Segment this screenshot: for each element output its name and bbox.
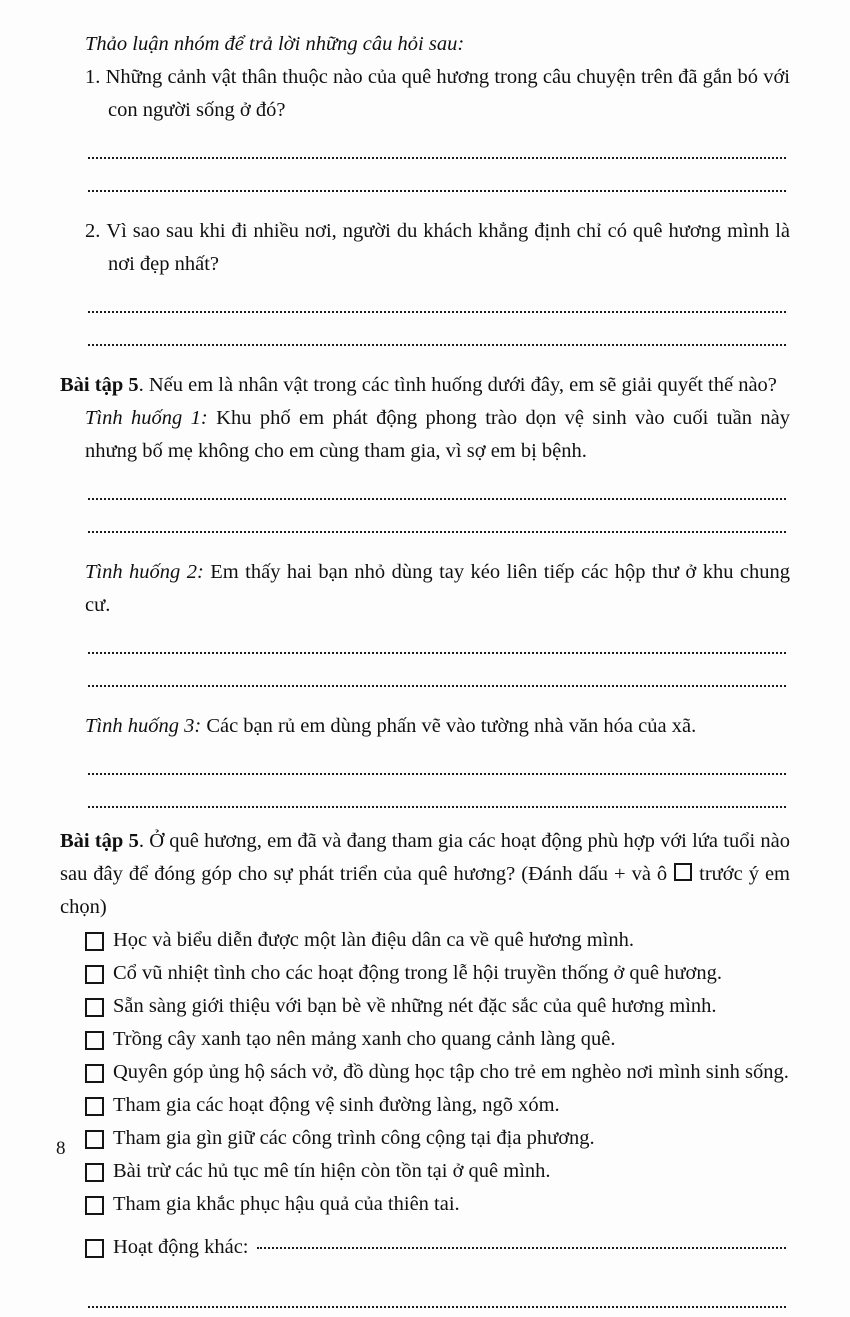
checkbox-icon[interactable] xyxy=(85,932,104,951)
answer-line[interactable] xyxy=(60,322,790,355)
activity-checklist xyxy=(85,924,790,1264)
answer-line[interactable] xyxy=(60,784,790,817)
spacer xyxy=(60,201,790,215)
list-item-label: Sẵn sàng giới thiệu với bạn bè về những nét đặc sắc của quê hương mình. xyxy=(113,995,717,1017)
checkbox-icon[interactable] xyxy=(85,1097,104,1116)
exercise-checklist-heading xyxy=(60,825,790,924)
list-item[interactable] xyxy=(85,990,790,1023)
answer-line[interactable] xyxy=(60,663,790,696)
situation-3-text: Các bạn rủ em dùng phấn vẽ vào tường nhà văn hóa của xã. xyxy=(201,715,697,737)
discussion-lead-in: Thảo luận nhóm để trả lời những câu hỏi sau: xyxy=(85,33,465,55)
answer-lines-trailing xyxy=(60,1284,790,1317)
list-item-label: Tham gia khắc phục hậu quả của thiên tai. xyxy=(113,1193,460,1215)
spacer xyxy=(60,622,790,630)
checkbox-icon[interactable] xyxy=(85,1239,104,1258)
exercise-situations-heading xyxy=(60,369,790,402)
answer-line[interactable] xyxy=(60,289,790,322)
checkbox-icon[interactable] xyxy=(85,1031,104,1050)
list-item-label: Trồng cây xanh tạo nên mảng xanh cho quang cảnh làng quê. xyxy=(113,1028,616,1050)
situation-2 xyxy=(85,556,790,622)
answer-lines-question-1 xyxy=(60,135,790,201)
exercise-checklist-prompt-part1: . Ở quê hương, em đã và đang tham gia các hoạt động phù hợp với lứa tuổi nào sau đây để đóng góp cho sự phát triển của quê hương? (Đánh dấu + và ô xyxy=(60,830,790,885)
other-activity-answer-line[interactable] xyxy=(257,1247,791,1248)
answer-line[interactable] xyxy=(60,1284,790,1317)
list-item[interactable] xyxy=(85,1023,790,1056)
situation-3 xyxy=(85,710,790,743)
situation-2-label: Tình huống 2: xyxy=(85,561,204,583)
spacer xyxy=(60,817,790,825)
answer-lines-situation-3 xyxy=(60,751,790,817)
spacer xyxy=(60,743,790,751)
checkbox-icon[interactable] xyxy=(85,965,104,984)
answer-line[interactable] xyxy=(60,476,790,509)
list-item[interactable] xyxy=(85,1056,790,1089)
page-number: 8 xyxy=(56,1138,66,1159)
exercise-checklist-label: Bài tập 5 xyxy=(60,830,139,852)
question-1-text: Những cảnh vật thân thuộc nào của quê hương trong câu chuyện trên đã gắn bó với con người sống ở đó? xyxy=(105,66,791,121)
situation-3-label: Tình huống 3: xyxy=(85,715,202,737)
question-1 xyxy=(85,61,790,127)
exercise-situations-label: Bài tập 5 xyxy=(60,374,139,396)
situation-2-text: Em thấy hai bạn nhỏ dùng tay kéo liên tiếp các hộp thư ở khu chung cư. xyxy=(85,561,790,616)
answer-line[interactable] xyxy=(60,751,790,784)
situation-1-label: Tình huống 1: xyxy=(85,407,208,429)
list-item[interactable] xyxy=(85,924,790,957)
list-item[interactable] xyxy=(85,957,790,990)
question-1-marker: 1. xyxy=(85,66,101,88)
list-item[interactable] xyxy=(85,1122,790,1155)
list-item-label: Tham gia gìn giữ các công trình công cộng tại địa phương. xyxy=(113,1127,595,1149)
answer-line[interactable] xyxy=(60,630,790,663)
spacer xyxy=(60,281,790,289)
list-item-other[interactable] xyxy=(85,1231,790,1264)
exercise-situations-prompt: . Nếu em là nhân vật trong các tình huống dưới đây, em sẽ giải quyết thế nào? xyxy=(138,374,777,396)
checkbox-icon[interactable] xyxy=(85,1196,104,1215)
answer-lines-question-2 xyxy=(60,289,790,355)
spacer xyxy=(60,127,790,135)
answer-lines-situation-2 xyxy=(60,630,790,696)
answer-lines-situation-1 xyxy=(60,476,790,542)
list-item[interactable] xyxy=(85,1155,790,1188)
checkbox-icon[interactable] xyxy=(85,1064,104,1083)
answer-line[interactable] xyxy=(60,135,790,168)
answer-line[interactable] xyxy=(60,509,790,542)
spacer xyxy=(60,468,790,476)
list-item-label: Quyên góp ủng hộ sách vở, đồ dùng học tập cho trẻ em nghèo nơi mình sinh sống. xyxy=(113,1061,789,1083)
checkbox-icon[interactable] xyxy=(85,1130,104,1149)
list-item[interactable] xyxy=(85,1188,790,1221)
question-2-text: Vì sao sau khi đi nhiều nơi, người du khách khẳng định chỉ có quê hương mình là nơi đẹp nhất? xyxy=(106,220,790,275)
list-item-label: Cổ vũ nhiệt tình cho các hoạt động trong lễ hội truyền thống ở quê hương. xyxy=(113,962,722,984)
list-item-label: Bài trừ các hủ tục mê tín hiện còn tồn tại ở quê mình. xyxy=(113,1160,551,1182)
other-activity-row xyxy=(113,1231,790,1264)
answer-line[interactable] xyxy=(60,168,790,201)
checkbox-icon[interactable] xyxy=(85,1163,104,1182)
empty-checkbox-icon xyxy=(674,863,692,881)
checkbox-icon[interactable] xyxy=(85,998,104,1017)
situation-1 xyxy=(85,402,790,468)
spacer xyxy=(60,355,790,369)
spacer xyxy=(60,696,790,710)
list-item-label: Học và biểu diễn được một làn điệu dân ca về quê hương mình. xyxy=(113,929,634,951)
spacer xyxy=(60,1264,790,1284)
exercise-checklist-prompt-part2: trước ý em chọn) xyxy=(60,863,790,918)
list-item-label: Tham gia các hoạt động vệ sinh đường làng, ngõ xóm. xyxy=(113,1094,560,1116)
situation-1-text: Khu phố em phát động phong trào dọn vệ sinh vào cuối tuần này nhưng bố mẹ không cho em cùng tham gia, vì sợ em bị bệnh. xyxy=(85,407,790,462)
question-2-marker: 2. xyxy=(85,220,101,242)
other-activity-label: Hoạt động khác: xyxy=(113,1236,249,1258)
spacer xyxy=(60,542,790,556)
list-item[interactable] xyxy=(85,1089,790,1122)
question-2 xyxy=(85,215,790,281)
